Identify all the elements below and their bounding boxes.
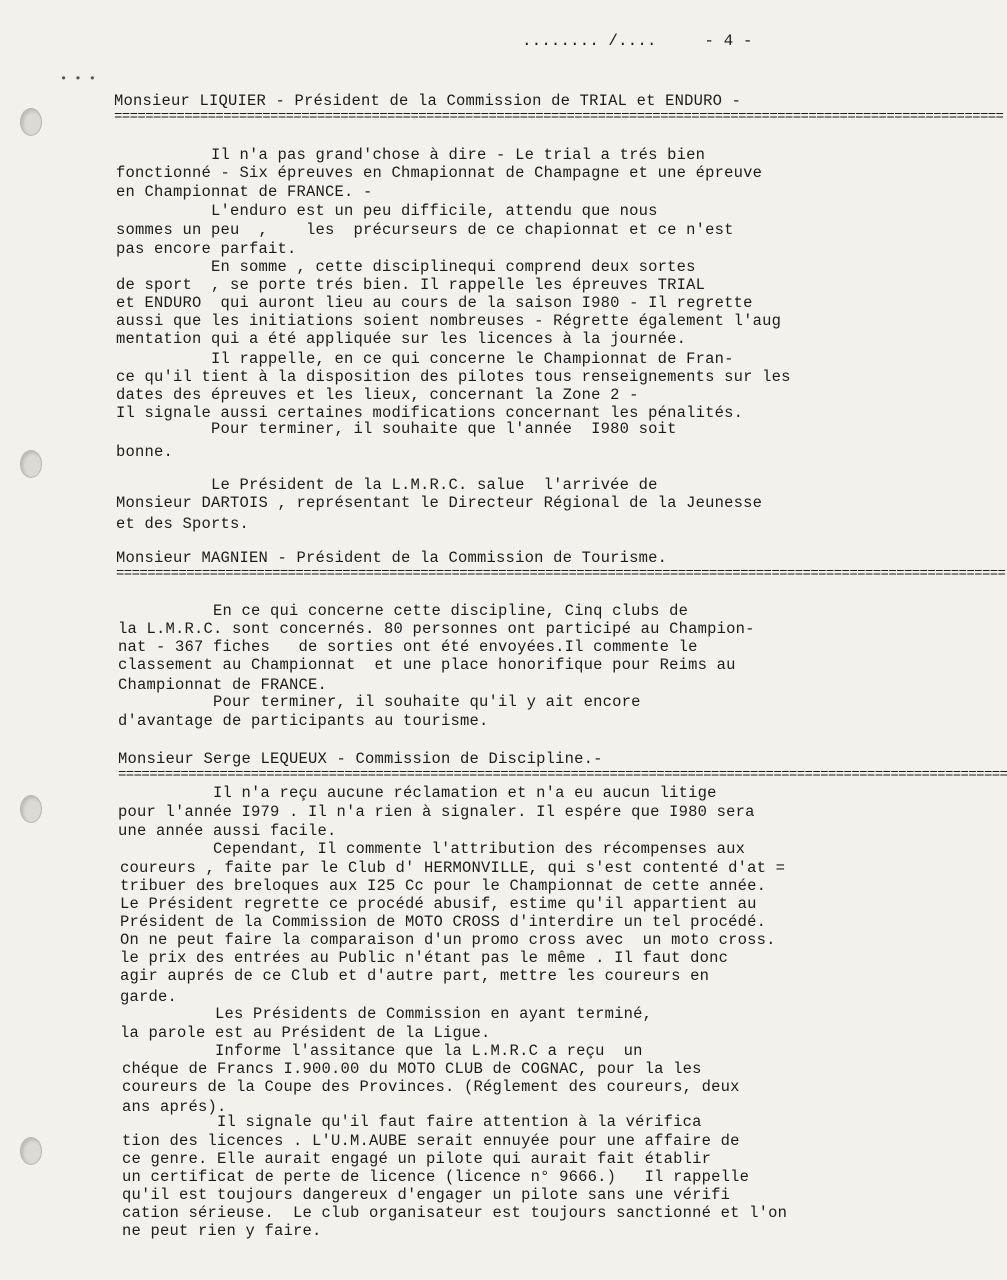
binder-hole (20, 108, 42, 136)
text-line: Le Président regrette ce procédé abusif, estime qu'il appartient au (120, 895, 757, 913)
text-line: Il signale qu'il faut faire attention à la vérifica (122, 1113, 702, 1131)
text-line: le prix des entrées au Public n'étant pas le même . Il faut donc (120, 949, 729, 967)
text-line: pour l'année I979 . Il n'a rien à signaler. Il espére que I980 sera (118, 803, 755, 821)
text-line: coureurs , faite par le Club d' HERMONVILLE, qui s'est contenté d'at = (120, 859, 786, 877)
text-line: ne peut rien y faire. (122, 1222, 322, 1240)
text-line: Le Président de la L.M.R.C. salue l'arrivée de (116, 476, 658, 494)
text-line: la L.M.R.C. sont concernés. 80 personnes ont participé au Champion- (118, 620, 755, 638)
text-line: Il signale aussi certaines modifications concernant les pénalités. (116, 404, 744, 422)
text-line: ans aprés). (122, 1098, 227, 1116)
text-line: En ce qui concerne cette discipline, Cinq clubs de (118, 602, 689, 620)
text-line: dates des épreuves et les lieux, concernant la Zone 2 - (116, 386, 639, 404)
text-line: Informe l'assitance que la L.M.R.C a reçu un (120, 1042, 643, 1060)
text-line: tribuer des breloques aux I25 Cc pour le Championnat de cette année. (120, 877, 767, 895)
text-line: Cependant, Il commente l'attribution des récompenses aux (118, 840, 746, 858)
text-line: classement au Championnat et une place honorifique pour Reims au (118, 656, 736, 674)
text-line: Il n'a pas grand'chose à dire - Le trial a trés bien (116, 146, 706, 164)
text-line: d'avantage de participants au tourisme. (118, 712, 489, 730)
text-line: un certificat de perte de licence (licence n° 9666.) Il rappelle (122, 1168, 750, 1186)
text-line: et ENDURO qui auront lieu au cours de la saison I980 - Il regrette (116, 294, 753, 312)
text-line: Pour terminer, il souhaite qu'il y ait encore (118, 693, 641, 711)
text-line: fonctionné - Six épreuves en Chmapionnat de Champagne et une épreuve (116, 164, 763, 182)
text-line: cation sérieuse. Le club organisateur est toujours sanctionné et l'on (122, 1204, 788, 1222)
text-line: On ne peut faire la comparaison d'un promo cross avec un moto cross. (120, 931, 776, 949)
text-line: en Championnat de FRANCE. - (116, 183, 373, 201)
text-line: coureurs de la Coupe des Provinces. (Réglement des coureurs, deux (122, 1078, 740, 1096)
text-line: aussi que les initiations soient nombreuses - Régrette également l'aug (116, 312, 782, 330)
heading-underline: ================================================================================================================== (116, 566, 1006, 582)
text-line: Les Présidents de Commission en ayant terminé, (120, 1005, 653, 1023)
text-line: Pour terminer, il souhaite que l'année I980 soit (116, 420, 677, 438)
binder-hole (20, 795, 42, 823)
text-line: qu'il est toujours dangereux d'engager un pilote sans une vérifi (122, 1186, 731, 1204)
text-line: Président de la Commission de MOTO CROSS d'interdire un tel procédé. (120, 913, 767, 931)
text-line: pas encore parfait. (116, 240, 297, 258)
text-line: nat - 367 fiches de sorties ont été envoyées.Il commente le (118, 638, 698, 656)
text-line: et des Sports. (116, 515, 250, 533)
section-heading: Monsieur MAGNIEN - Président de la Commission de Tourisme. (116, 549, 668, 567)
heading-underline: ================================================================================================================== (118, 767, 1007, 783)
text-line: ce qu'il tient à la disposition des pilotes tous renseignements sur les (116, 368, 791, 386)
text-line: L'enduro est un peu difficile, attendu que nous (116, 202, 658, 220)
text-line: Il n'a reçu aucune réclamation et n'a eu aucun litige (118, 784, 717, 802)
text-line: ce genre. Elle aurait engagé un pilote qui aurait fait établir (122, 1150, 712, 1168)
text-line: Monsieur DARTOIS , représentant le Directeur Régional de la Jeunesse (116, 494, 763, 512)
text-line: Championnat de FRANCE. (118, 676, 328, 694)
text-line: sommes un peu , les précurseurs de ce chapionnat et ce n'est (116, 221, 734, 239)
text-line: chéque de Francs I.900.00 du MOTO CLUB de COGNAC, pour la les (122, 1060, 702, 1078)
heading-underline: ================================================================================================================== (114, 109, 1004, 125)
text-line: mentation qui a été appliquée sur les licences à la journée. (116, 330, 687, 348)
stray-marks: • • • (60, 72, 97, 86)
binder-hole (20, 1137, 42, 1165)
text-line: une année aussi facile. (118, 822, 337, 840)
text-line: En somme , cette disciplinequi comprend deux sortes (116, 258, 696, 276)
text-line: bonne. (116, 443, 174, 461)
text-line: tion des licences . L'U.M.AUBE serait ennuyée pour une affaire de (122, 1132, 740, 1150)
binder-hole (20, 450, 42, 478)
section-heading: Monsieur LIQUIER - Président de la Commission de TRIAL et ENDURO - (114, 92, 742, 110)
text-line: garde. (120, 988, 178, 1006)
page-number: ........ /.... - 4 - (522, 32, 753, 50)
text-line: la parole est au Président de la Ligue. (120, 1024, 491, 1042)
text-line: de sport , se porte trés bien. Il rappelle les épreuves TRIAL (116, 276, 706, 294)
text-line: agir auprés de ce Club et d'autre part, mettre les coureurs en (120, 967, 710, 985)
text-line: Il rappelle, en ce qui concerne le Championnat de Fran- (116, 350, 734, 368)
section-heading: Monsieur Serge LEQUEUX - Commission de Discipline.- (118, 750, 603, 768)
